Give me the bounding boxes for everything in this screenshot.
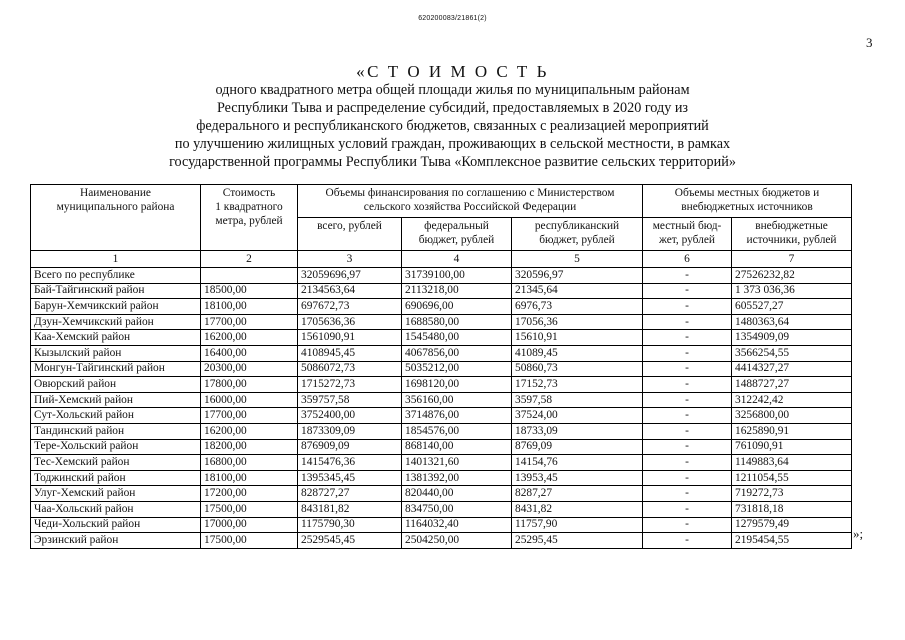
republican-cell: 8431,82: [512, 501, 643, 517]
federal-cell: 1381392,00: [402, 470, 512, 486]
total-cell: 2134563,64: [298, 283, 402, 299]
local-cell: -: [643, 533, 732, 549]
table-row: [31, 345, 852, 361]
republican-cell: 21345,64: [512, 283, 643, 299]
extra-cell: 2195454,55: [732, 533, 852, 549]
republican-cell: 15610,91: [512, 330, 643, 346]
total-cell: 359757,58: [298, 392, 402, 408]
cost-cell: 17700,00: [201, 408, 298, 424]
extra-cell: 1211054,55: [732, 470, 852, 486]
local-cell: -: [643, 423, 732, 439]
federal-cell: 1164032,40: [402, 517, 512, 533]
total-cell: 697672,73: [298, 299, 402, 315]
republican-cell: 18733,09: [512, 423, 643, 439]
federal-cell: 1545480,00: [402, 330, 512, 346]
federal-cell: 1401321,60: [402, 455, 512, 471]
local-cell: -: [643, 361, 732, 377]
district-name-cell: Чаа-Хольский район: [31, 501, 201, 517]
header-cost-per-sqm: Стоимость 1 квадратного метра, рублей: [201, 185, 298, 251]
federal-cell: 356160,00: [402, 392, 512, 408]
local-cell: -: [643, 299, 732, 315]
subtitle-line: по улучшению жилищных условий граждан, проживающих в сельской местности, в рамках: [174, 136, 731, 152]
total-cell: 32059696,97: [298, 268, 402, 284]
federal-cell: 868140,00: [402, 439, 512, 455]
extra-cell: 312242,42: [732, 392, 852, 408]
district-name-cell: Тес-Хемский район: [31, 455, 201, 471]
extra-cell: 731818,18: [732, 501, 852, 517]
local-cell: -: [643, 486, 732, 502]
column-number: 3: [298, 251, 402, 268]
republican-cell: 8287,27: [512, 486, 643, 502]
republican-cell: 11757,90: [512, 517, 643, 533]
federal-cell: 5035212,00: [402, 361, 512, 377]
table-row: [31, 423, 852, 439]
extra-cell: 1488727,27: [732, 377, 852, 393]
district-name-cell: Монгун-Тайгинский район: [31, 361, 201, 377]
cost-cell: 17000,00: [201, 517, 298, 533]
total-cell: 1873309,09: [298, 423, 402, 439]
cost-cell: 17500,00: [201, 533, 298, 549]
local-cell: -: [643, 439, 732, 455]
federal-cell: 690696,00: [402, 299, 512, 315]
column-number: 7: [732, 251, 852, 268]
total-cell: 1561090,91: [298, 330, 402, 346]
extra-cell: 1279579,49: [732, 517, 852, 533]
total-cell: 3752400,00: [298, 408, 402, 424]
extra-cell: 1149883,64: [732, 455, 852, 471]
cost-cell: 16000,00: [201, 392, 298, 408]
republican-cell: 37524,00: [512, 408, 643, 424]
republican-cell: 3597,58: [512, 392, 643, 408]
cost-cell: 17700,00: [201, 314, 298, 330]
extra-cell: 3256800,00: [732, 408, 852, 424]
local-cell: -: [643, 283, 732, 299]
cost-cell: 20300,00: [201, 361, 298, 377]
republican-cell: 50860,73: [512, 361, 643, 377]
federal-cell: 834750,00: [402, 501, 512, 517]
federal-cell: 3714876,00: [402, 408, 512, 424]
local-cell: -: [643, 268, 732, 284]
district-name-cell: Овюрский район: [31, 377, 201, 393]
document-title: «С Т О И М О С Т Ь: [356, 62, 549, 81]
district-name-cell: Всего по республике: [31, 268, 201, 284]
extra-cell: 605527,27: [732, 299, 852, 315]
district-name-cell: Пий-Хемский район: [31, 392, 201, 408]
total-cell: 876909,09: [298, 439, 402, 455]
table-row: [31, 517, 852, 533]
federal-cell: 2113218,00: [402, 283, 512, 299]
district-name-cell: Дзун-Хемчикский район: [31, 314, 201, 330]
local-cell: -: [643, 501, 732, 517]
republican-cell: 13953,45: [512, 470, 643, 486]
federal-cell: 820440,00: [402, 486, 512, 502]
table-row: [31, 314, 852, 330]
local-cell: -: [643, 345, 732, 361]
column-number: 1: [31, 251, 201, 268]
district-name-cell: Чеди-Хольский район: [31, 517, 201, 533]
column-number: 6: [643, 251, 732, 268]
republican-cell: 41089,45: [512, 345, 643, 361]
table-row: [31, 408, 852, 424]
total-cell: 1395345,45: [298, 470, 402, 486]
district-name-cell: Тоджинский район: [31, 470, 201, 486]
header-local-budgets: Объемы местных бюджетов и внебюджетных источников: [643, 185, 852, 218]
cost-cell: 17500,00: [201, 501, 298, 517]
header-district-name: Наименование муниципального района: [31, 185, 201, 251]
district-name-cell: Бай-Тайгинский район: [31, 283, 201, 299]
republican-cell: 8769,09: [512, 439, 643, 455]
local-cell: -: [643, 330, 732, 346]
cost-cell: 17200,00: [201, 486, 298, 502]
cost-cell: 18200,00: [201, 439, 298, 455]
header-local-budget: местный бюд- жет, рублей: [643, 218, 732, 251]
district-name-cell: Кызылский район: [31, 345, 201, 361]
table-row: [31, 533, 852, 549]
subsidy-table: [30, 184, 852, 549]
cost-cell: 16200,00: [201, 330, 298, 346]
extra-cell: 1480363,64: [732, 314, 852, 330]
republican-cell: 25295,45: [512, 533, 643, 549]
total-cell: 1175790,30: [298, 517, 402, 533]
cost-cell: 18500,00: [201, 283, 298, 299]
table-row: [31, 299, 852, 315]
table-row: [31, 501, 852, 517]
total-cell: 1705636,36: [298, 314, 402, 330]
local-cell: -: [643, 470, 732, 486]
subtitle-line: федерального и республиканского бюджетов, связанных с реализацией мероприятий: [196, 118, 709, 134]
table-row: [31, 439, 852, 455]
page-number: 3: [866, 35, 873, 50]
local-cell: -: [643, 392, 732, 408]
federal-cell: 31739100,00: [402, 268, 512, 284]
cost-cell: 16800,00: [201, 455, 298, 471]
title-block: [0, 62, 905, 171]
table-row: [31, 377, 852, 393]
column-number: 2: [201, 251, 298, 268]
total-cell: 843181,82: [298, 501, 402, 517]
header-federal-agreement: Объемы финансирования по соглашению с Министерством сельского хозяйства Российской Федерации: [298, 185, 643, 218]
total-cell: 5086072,73: [298, 361, 402, 377]
district-name-cell: Улуг-Хемский район: [31, 486, 201, 502]
cost-cell: 18100,00: [201, 470, 298, 486]
closing-quote: »;: [853, 526, 864, 541]
cost-cell: 16400,00: [201, 345, 298, 361]
header-federal-budget: федеральный бюджет, рублей: [402, 218, 512, 251]
column-number: 4: [402, 251, 512, 268]
republican-cell: 14154,76: [512, 455, 643, 471]
table-header: [31, 185, 852, 268]
extra-cell: 4414327,27: [732, 361, 852, 377]
total-cell: 1715272,73: [298, 377, 402, 393]
column-number-row: [31, 251, 852, 268]
subtitle-line: Республики Тыва и распределение субсидий, предоставляемых в 2020 году из: [216, 100, 689, 116]
republican-cell: 320596,97: [512, 268, 643, 284]
total-row: [31, 268, 852, 284]
table-row: [31, 330, 852, 346]
district-name-cell: Каа-Хемский район: [31, 330, 201, 346]
local-cell: -: [643, 455, 732, 471]
header-extra-budgetary: внебюджетные источники, рублей: [732, 218, 852, 251]
table-body: [31, 268, 852, 549]
republican-cell: 17152,73: [512, 377, 643, 393]
subtitle-line: государственной программы Республики Тыва «Комплексное развитие сельских территорий»: [169, 154, 736, 170]
district-name-cell: Тандинский район: [31, 423, 201, 439]
column-number: 5: [512, 251, 643, 268]
federal-cell: 1688580,00: [402, 314, 512, 330]
total-cell: 4108945,45: [298, 345, 402, 361]
table-row: [31, 361, 852, 377]
district-name-cell: Барун-Хемчикский район: [31, 299, 201, 315]
table-row: [31, 470, 852, 486]
document-id: 620200083/21861(2): [418, 15, 487, 22]
local-cell: -: [643, 314, 732, 330]
cost-cell: 18100,00: [201, 299, 298, 315]
extra-cell: 1354909,09: [732, 330, 852, 346]
extra-cell: 3566254,55: [732, 345, 852, 361]
cost-cell: 16200,00: [201, 423, 298, 439]
table-row: [31, 392, 852, 408]
federal-cell: 4067856,00: [402, 345, 512, 361]
extra-cell: 27526232,82: [732, 268, 852, 284]
extra-cell: 1625890,91: [732, 423, 852, 439]
extra-cell: 719272,73: [732, 486, 852, 502]
total-cell: 2529545,45: [298, 533, 402, 549]
local-cell: -: [643, 517, 732, 533]
extra-cell: 761090,91: [732, 439, 852, 455]
cost-cell: [201, 268, 298, 284]
federal-cell: 1698120,00: [402, 377, 512, 393]
local-cell: -: [643, 377, 732, 393]
republican-cell: 17056,36: [512, 314, 643, 330]
federal-cell: 1854576,00: [402, 423, 512, 439]
extra-cell: 1 373 036,36: [732, 283, 852, 299]
cost-cell: 17800,00: [201, 377, 298, 393]
header-total: всего, рублей: [298, 218, 402, 251]
table-row: [31, 486, 852, 502]
table-row: [31, 455, 852, 471]
total-cell: 1415476,36: [298, 455, 402, 471]
subtitle-line: одного квадратного метра общей площади жилья по муниципальным районам: [215, 82, 690, 98]
republican-cell: 6976,73: [512, 299, 643, 315]
local-cell: -: [643, 408, 732, 424]
header-republican-budget: республиканский бюджет, рублей: [512, 218, 643, 251]
federal-cell: 2504250,00: [402, 533, 512, 549]
total-cell: 828727,27: [298, 486, 402, 502]
district-name-cell: Эрзинский район: [31, 533, 201, 549]
table-row: [31, 283, 852, 299]
district-name-cell: Сут-Хольский район: [31, 408, 201, 424]
district-name-cell: Тере-Хольский район: [31, 439, 201, 455]
